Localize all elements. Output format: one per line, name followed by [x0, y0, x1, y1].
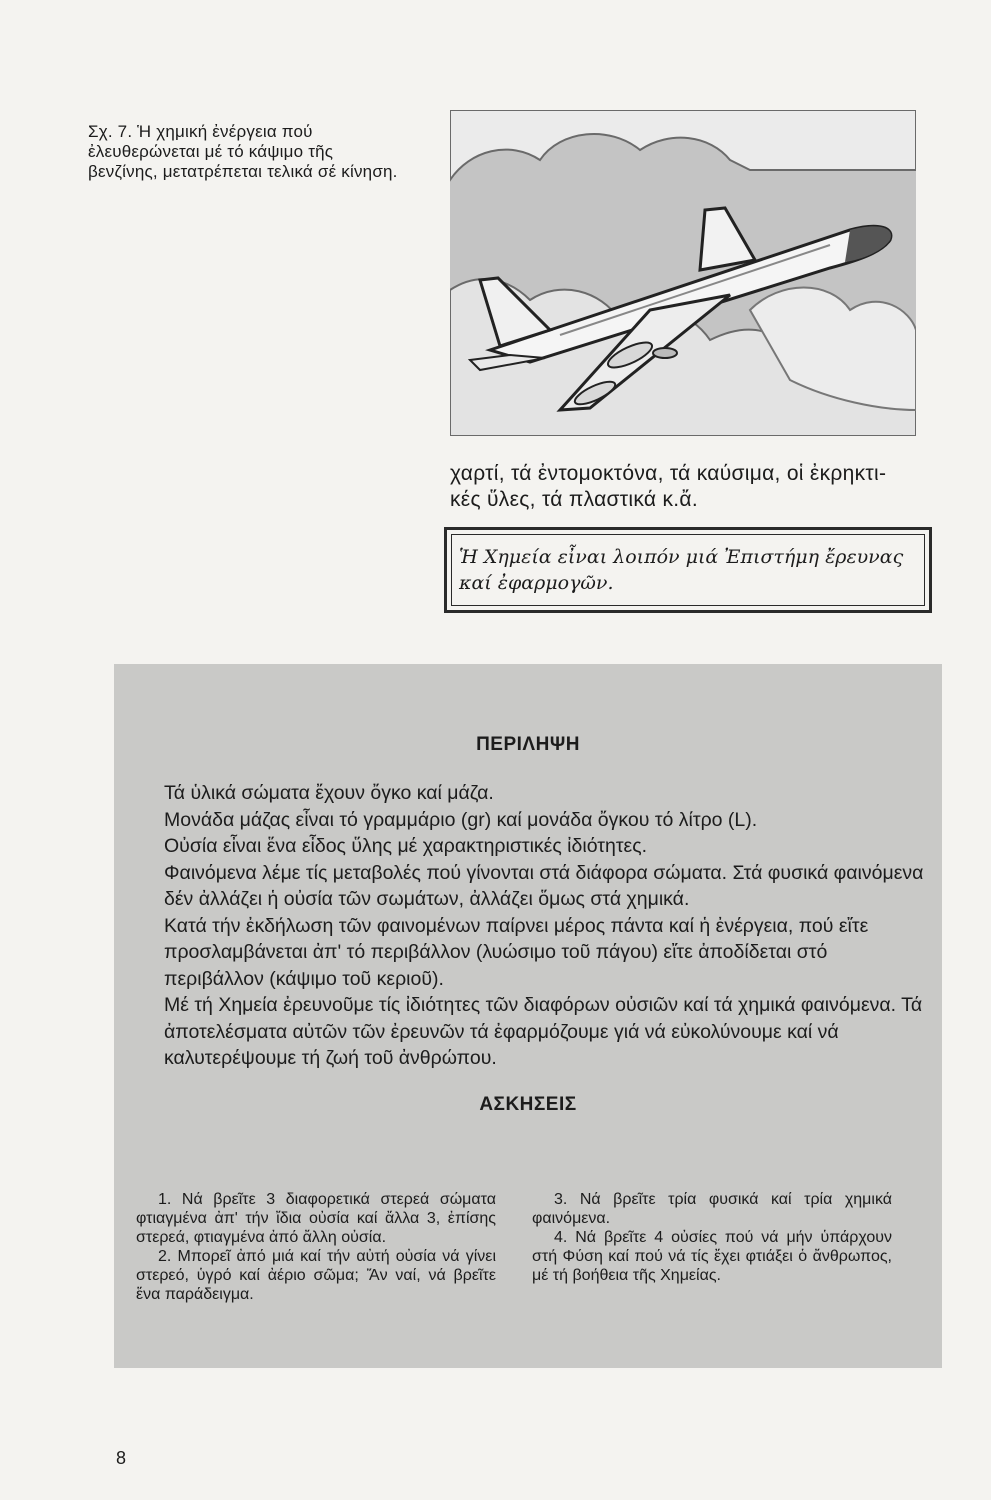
callout-text: Ἡ Χημεία εἶναι λοιπόν μιά Ἐπιστήμη ἔρευνας καί ἐφαρμογῶν.	[459, 546, 904, 594]
summary-paragraph: Μονάδα μάζας εἶναι τό γραμμάριο (gr) καί μονάδα ὄγκου τό λίτρο (L).	[164, 808, 758, 831]
exercises-right-column	[532, 1190, 892, 1285]
summary-paragraph: Κατά τήν ἐκδήλωση τῶν φαινομένων παίρνει μέρος πάντα καί ἡ ἐνέργεια, πού εἴτε προσλαμβάνεται ἀπ' τό περιβάλλον (λυώσιμο τοῦ πάγου) εἴτε ἀποδίδεται στό περιβάλλον (κάψιμο τοῦ κεριοῦ).	[164, 914, 869, 990]
airplane-figure	[450, 110, 916, 436]
summary-title: ΠΕΡΙΛΗΨΗ	[476, 734, 580, 755]
summary-paragraph: Τά ὑλικά σώματα ἔχουν ὄγκο καί μάζα.	[164, 782, 494, 804]
figure-caption: Σχ. 7. Ἡ χημική ἐνέργεια πού ἐλευθερώνεται μέ τό κάψιμο τῆς βενζίνης, μετατρέπεται τελικά σέ κίνηση.	[88, 122, 398, 181]
exercises-title: ΑΣΚΗΣΕΙΣ	[479, 1094, 577, 1115]
exercises-left-column	[136, 1190, 496, 1304]
continuation-line-1: χαρτί, τά ἐντομοκτόνα, τά καύσιμα, οἱ ἐκρηκτι-	[450, 462, 887, 485]
exercise-item: 4. Νά βρεῖτε 4 οὐσίες πού νά μήν ὑπάρχουν στή Φύση καί πού νά τίς ἔχει φτιάξει ὁ ἄνθρωπος, μέ τή βοήθεια τῆς Χημείας.	[532, 1229, 892, 1284]
page-number: 8	[116, 1448, 127, 1468]
summary-body	[164, 780, 924, 1072]
summary-paragraph: Φαινόμενα λέμε τίς μεταβολές πού γίνονται στά διάφορα σώματα. Στά φυσικά φαινόμενα δέν ἀλλάζει ἡ οὐσία τῶν σωμάτων, ἀλλάζει ὅμως στά χημικά.	[164, 861, 924, 910]
callout-box	[444, 527, 932, 613]
exercise-item: 2. Μπορεῖ ἀπό μιά καί τήν αὐτή οὐσία νά γίνει στερεό, ὑγρό καί ἀέριο σῶμα; Ἄν ναί, νά βρεῖτε ἕνα παράδειγμα.	[136, 1248, 496, 1303]
exercise-item: 1. Νά βρεῖτε 3 διαφορετικά στερεά σώματα φτιαγμένα ἀπ' τήν ἴδια οὐσία καί ἄλλα 3, ἐπίσης στερεά, φτιαγμένα ἀπό ἄλλη οὐσία.	[136, 1191, 496, 1246]
airplane-illustration	[450, 110, 916, 436]
summary-paragraph: Μέ τή Χημεία ἐρευνοῦμε τίς ἰδιότητες τῶν διαφόρων οὐσιῶν καί τά χημικά φαινόμενα. Τά ἀποτελέσματα αὐτῶν τῶν ἐρευνῶν τά ἐφαρμόζουμε γιά νά εὐκολύνουμε καί νά καλυτερέψουμε τή ζωή τοῦ ἀνθρώπου.	[164, 994, 923, 1069]
exercise-item: 3. Νά βρεῖτε τρία φυσικά καί τρία χημικά φαινόμενα.	[532, 1191, 892, 1227]
continuation-line-2: κές ὕλες, τά πλαστικά κ.ἄ.	[450, 488, 698, 511]
summary-panel	[114, 664, 942, 1368]
summary-paragraph: Οὐσία εἶναι ἕνα εἶδος ὕλης μέ χαρακτηριστικές ἰδιότητες.	[164, 835, 648, 857]
continuation-text	[450, 461, 920, 513]
